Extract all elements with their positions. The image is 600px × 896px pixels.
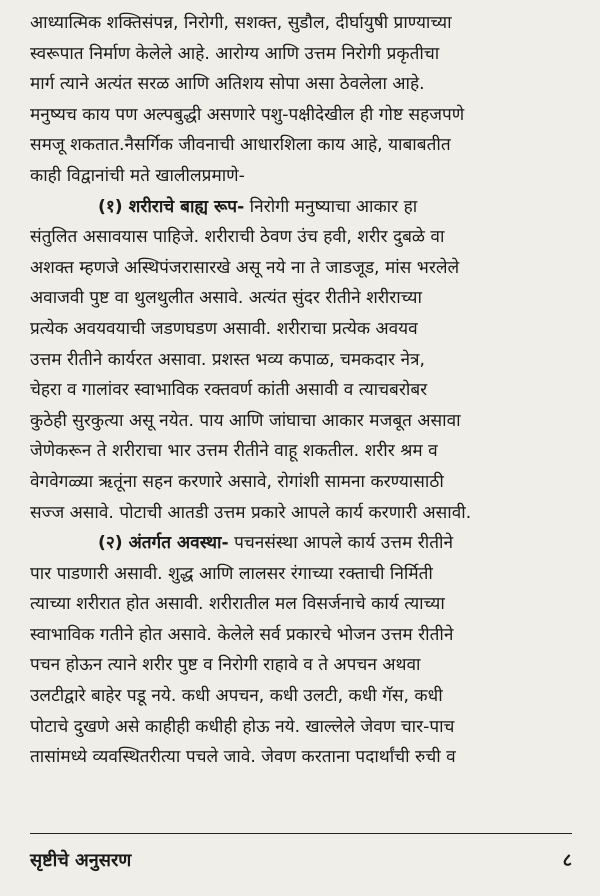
text-line: समजू शकतात.नैसर्गिक जीवनाची आधारशिला काय आहे, याबाबतीत — [30, 135, 451, 156]
text-line — [30, 192, 572, 223]
text-line: मनुष्यच काय पण अल्पबुद्धी असणारे पशु-पक्षीदेखील ही गोष्ट सहजपणे — [30, 104, 465, 125]
text-line: वेगवेगळ्या ऋतूंना सहन करणारे असावे, रोगांशी सामना करण्यासाठी — [30, 471, 444, 492]
section-1-heading: (१) शरीराचे बाह्य रूप- — [98, 196, 245, 217]
page-footer — [30, 848, 572, 872]
section-2-paragraph — [30, 528, 572, 773]
text-line: पार पाडणारी असावी. शुद्ध आणि लालसर रंगाच्या रक्ताची निर्मिती — [30, 563, 433, 584]
text-line: संतुलित असावयास पाहिजे. शरीराची ठेवण उंच हवी, शरीर दुबळे वा — [30, 227, 445, 248]
text-line: मार्ग त्याने अत्यंत सरळ आणि अतिशय सोपा असा ठेवलेला आहे. — [30, 74, 425, 95]
text-line: उत्तम रीतीने कार्यरत असावा. प्रशस्त भव्य कपाळ, चमकदार नेत्र, — [30, 349, 425, 370]
text-line: आध्यात्मिक शक्तिसंपन्न, निरोगी, सशक्त, सुडौल, दीर्घायुषी प्राण्याच्या — [30, 13, 452, 33]
text-line: जेणेकरून ते शरीराचा भार उत्तम रीतीने वाहू शकतील. शरीर श्रम व — [30, 441, 438, 462]
text-line: स्वरूपात निर्माण केलेले आहे. आरोग्य आणि उत्तम निरोगी प्रकृतीचा — [30, 43, 440, 64]
section-1-lead-text: निरोगी मनुष्याचा आकार हा — [244, 196, 418, 217]
text-line — [30, 528, 572, 559]
text-line: पोटाचे दुखणे असे काहीही कधीही होऊ नये. खाल्लेले जेवण चार-पाच — [30, 716, 455, 737]
body-text — [30, 8, 572, 773]
text-line: स्वाभाविक गतीने होत असावे. केलेले सर्व प्रकारचे भोजन उत्तम रीतीने — [30, 624, 454, 645]
text-line: पचन होऊन त्याने शरीर पुष्ट व निरोगी राहावे व ते अपचन अथवा — [30, 655, 421, 676]
footer-divider — [30, 833, 572, 834]
text-line: अवाजवी पुष्ट वा थुलथुलीत असावे. अत्यंत सुंदर रीतीने शरीराच्या — [30, 288, 422, 309]
text-line: चेहरा व गालांवर स्वाभाविक रक्तवर्ण कांती असावी व त्याचबरोबर — [30, 380, 428, 401]
intro-paragraph — [30, 8, 572, 192]
text-line: प्रत्येक अवयवयाची जडणघडण असावी. शरीराचा प्रत्येक अवयव — [30, 318, 418, 339]
text-line: त्याच्या शरीरात होत असावी. शरीरातील मल विसर्जनाचे कार्य त्याच्या — [30, 594, 445, 615]
section-1-paragraph — [30, 192, 572, 529]
text-line: अशक्त म्हणजे अस्थिपंजरासारखे असू नये ना ते जाडजूड, मांस भरलेले — [30, 257, 460, 278]
section-2-heading: (२) अंतर्गत अवस्था- — [98, 533, 229, 554]
page-number: ८ — [562, 850, 572, 871]
section-2-lead-text: पचनसंस्था आपले कार्य उत्तम रीतीने — [228, 533, 453, 554]
book-title: सृष्टीचे अनुसरण — [30, 850, 132, 871]
text-line: उलटीद्वारे बाहेर पडू नये. कधी अपचन, कधी उलटी, कधी गॅस, कधी — [30, 686, 443, 707]
text-line: कुठेही सुरकुत्या असू नयेत. पाय आणि जांघाचा आकार मजबूत असावा — [30, 410, 461, 431]
text-line: काही विद्वानांची मते खालीलप्रमाणे- — [30, 165, 245, 186]
text-line: तासांमध्ये व्यवस्थितरीत्या पचले जावे. जेवण करताना पदार्थांची रुची व — [30, 747, 456, 768]
text-line: सज्ज असावे. पोटाची आतडी उत्तम प्रकारे आपले कार्य करणारी असावी. — [30, 502, 472, 523]
